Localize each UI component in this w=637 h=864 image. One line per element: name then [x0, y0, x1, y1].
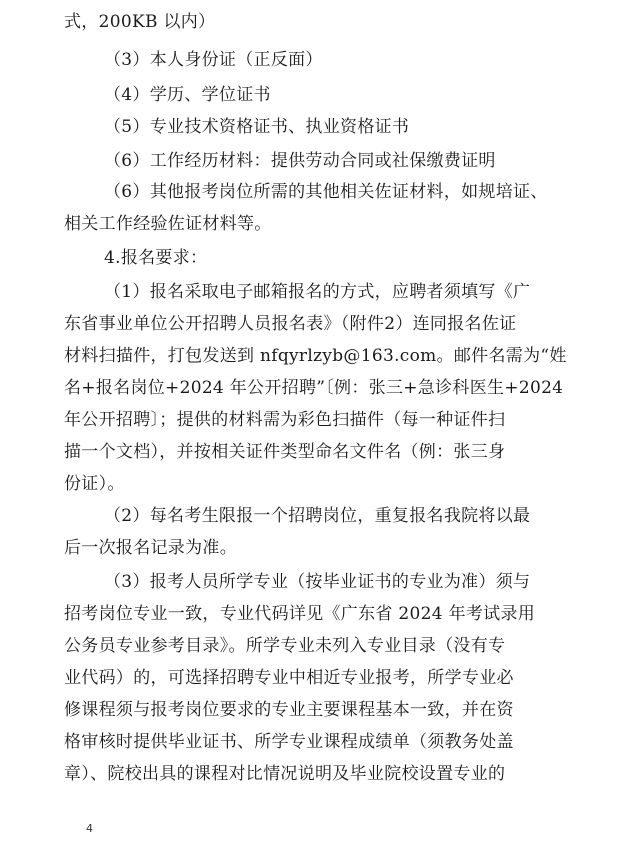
text-line: 描一个文档），并按相关证件类型命名文件名（例：张三身: [64, 442, 506, 462]
page-number: 4: [86, 822, 93, 835]
text-line: （3）报考人员所学专业（按毕业证书的专业为准）须与: [104, 572, 531, 592]
text-line: 招考岗位专业一致，专业代码详见《广东省 2024 年考试录用: [64, 604, 536, 624]
text-line: 年公开招聘〕；提供的材料需为彩色扫描件（每一种证件扫: [64, 410, 506, 430]
section-heading: 4.报名要求：: [104, 248, 208, 268]
text-line: （1）报名采取电子邮箱报名的方式，应聘者须填写《广: [104, 282, 531, 302]
text-line: 材料扫描件，打包发送到 nfqyrlzyb@163.com。邮件名需为“姓: [64, 346, 567, 366]
text-line: （2）每名考生限报一个招聘岗位，重复报名我院将以最: [104, 506, 531, 526]
text-line: （3）本人身份证（正反面）: [104, 50, 323, 70]
text-line: 格审核时提供毕业证书、所学专业课程成绩单（须教务处盖: [64, 732, 514, 752]
text-line: （4）学历、学位证书: [104, 85, 271, 105]
text-line: 公务员专业参考目录》。所学专业未列入专业目录（没有专: [64, 636, 506, 656]
text-line: 东省事业单位公开招聘人员报名表》（附件2）连同报名佐证: [64, 314, 517, 334]
text-line: （5）专业技术资格证书、执业资格证书: [104, 117, 410, 137]
text-line: 相关工作经验佐证材料等。: [64, 214, 272, 234]
text-line: 修课程须与报考岗位要求的专业主要课程基本一致，并在资: [64, 700, 514, 720]
text-line: 章）、院校出具的课程对比情况说明及毕业院校设置专业的: [64, 764, 506, 784]
text-line: 名+报名岗位+2024 年公开招聘”〔例：张三+急诊科医生+2024: [64, 378, 564, 398]
text-line: （6）工作经历材料：提供劳动合同或社保缴费证明: [104, 151, 496, 171]
text-line: 业代码）的，可选择招聘专业中相近专业报考，所学专业必: [64, 668, 514, 688]
text-line: （6）其他报考岗位所需的其他相关佐证材料，如规培证、: [104, 182, 548, 202]
text-line: 式，200KB 以内）: [64, 12, 216, 32]
text-line: 份证）。: [64, 474, 125, 494]
text-line: 后一次报名记录为准。: [64, 538, 237, 558]
